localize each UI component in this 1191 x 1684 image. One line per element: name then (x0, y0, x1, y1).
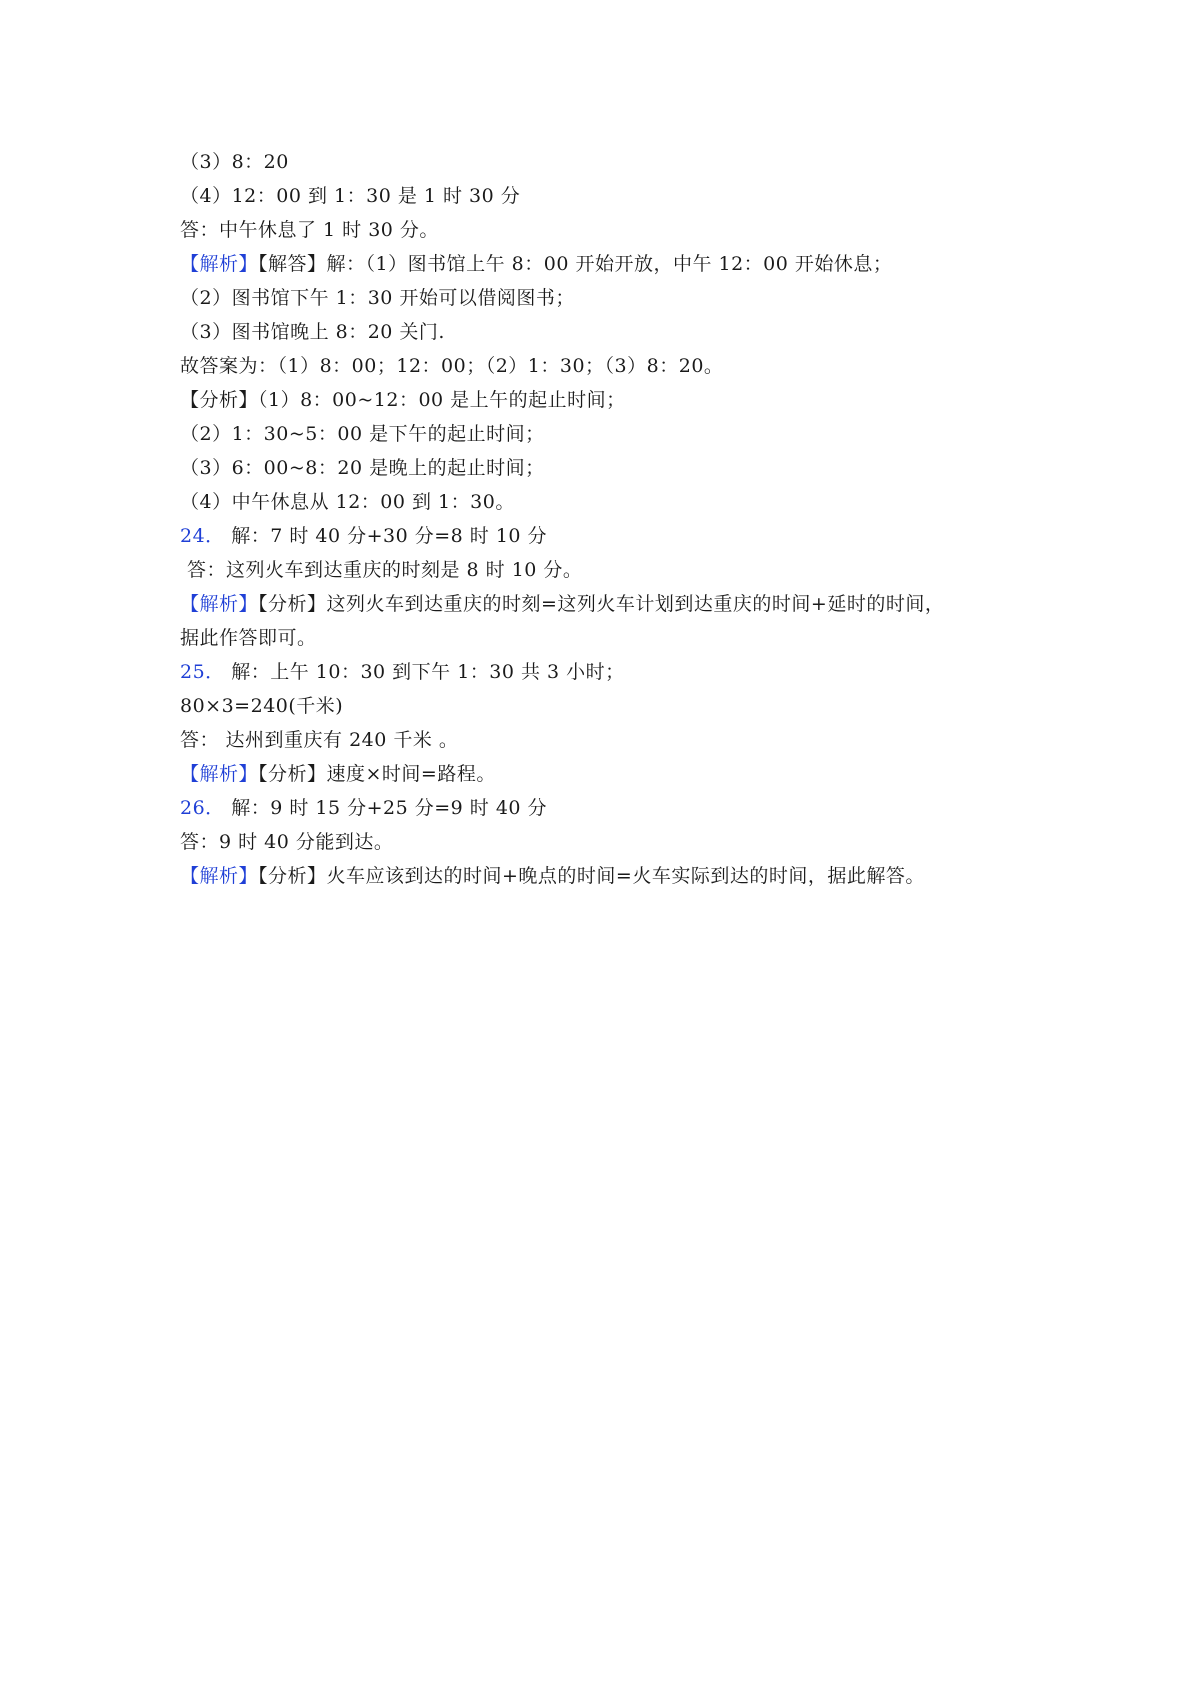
answer-text: （2）1：30~5：00 是下午的起止时间； (180, 423, 545, 445)
answer-text: （4）中午休息从 12：00 到 1：30。 (180, 491, 515, 513)
answer-line (180, 485, 1040, 519)
analysis-line (180, 247, 1040, 281)
answer-line (180, 689, 1040, 723)
answer-text: （2）图书馆下午 1：30 开始可以借阅图书； (180, 287, 575, 309)
analysis-text: 【分析】火车应该到达的时间+晚点的时间=火车实际到达的时间，据此解答。 (258, 865, 925, 887)
answer-line (180, 553, 1040, 587)
answer-line (180, 825, 1040, 859)
answer-text: 【分析】（1）8：00~12：00 是上午的起止时间； (180, 389, 626, 411)
analysis-tag: 【解析】 (180, 593, 259, 615)
answer-line (180, 281, 1040, 315)
answer-text: 解：上午 10：30 到下午 1：30 共 3 小时； (224, 661, 625, 683)
analysis-line (180, 757, 1040, 791)
answer-text: 答：中午休息了 1 时 30 分。 (180, 219, 439, 241)
answer-text: 答： 达州到重庆有 240 千米 。 (180, 729, 459, 751)
question-line (180, 519, 1040, 553)
answer-text: （3）8：20 (180, 151, 289, 173)
answer-line (180, 383, 1040, 417)
analysis-line (180, 859, 1040, 893)
answer-content (180, 145, 1040, 893)
answer-line (180, 213, 1040, 247)
answer-line (180, 621, 1040, 655)
answer-text: 据此作答即可。 (180, 627, 317, 649)
question-line (180, 791, 1040, 825)
answer-line (180, 315, 1040, 349)
analysis-tag: 【解析】 (180, 253, 259, 275)
answer-line (180, 145, 1040, 179)
analysis-tag: 【解析】 (180, 865, 259, 887)
analysis-tag: 【解析】 (180, 763, 259, 785)
question-number: 26． (180, 797, 225, 819)
answer-line (180, 417, 1040, 451)
answer-text: 故答案为：（1）8：00；12：00；（2）1：30；（3）8：20。 (180, 355, 724, 377)
analysis-text: 【解答】解：（1）图书馆上午 8：00 开始开放，中午 12：00 开始休息； (258, 253, 893, 275)
answer-text: （3）6：00~8：20 是晚上的起止时间； (180, 457, 545, 479)
question-number: 24． (180, 525, 225, 547)
analysis-text: 【分析】这列火车到达重庆的时刻=这列火车计划到达重庆的时间+延时的时间， (258, 593, 945, 615)
question-number: 25． (180, 661, 225, 683)
answer-text: 答：9 时 40 分能到达。 (180, 831, 394, 853)
answer-text: （4）12：00 到 1：30 是 1 时 30 分 (180, 185, 521, 207)
answer-text: （3）图书馆晚上 8：20 关门. (180, 321, 445, 343)
answer-text: 解：9 时 15 分+25 分=9 时 40 分 (224, 797, 548, 819)
answer-line (180, 451, 1040, 485)
answer-text: 答：这列火车到达重庆的时刻是 8 时 10 分。 (187, 559, 583, 581)
answer-line (180, 723, 1040, 757)
answer-text: 解：7 时 40 分+30 分=8 时 10 分 (224, 525, 548, 547)
answer-line (180, 179, 1040, 213)
analysis-line (180, 587, 1040, 621)
answer-text: 80×3=240(千米) (180, 695, 344, 717)
analysis-text: 【分析】速度×时间=路程。 (258, 763, 496, 785)
question-line (180, 655, 1040, 689)
answer-line (180, 349, 1040, 383)
